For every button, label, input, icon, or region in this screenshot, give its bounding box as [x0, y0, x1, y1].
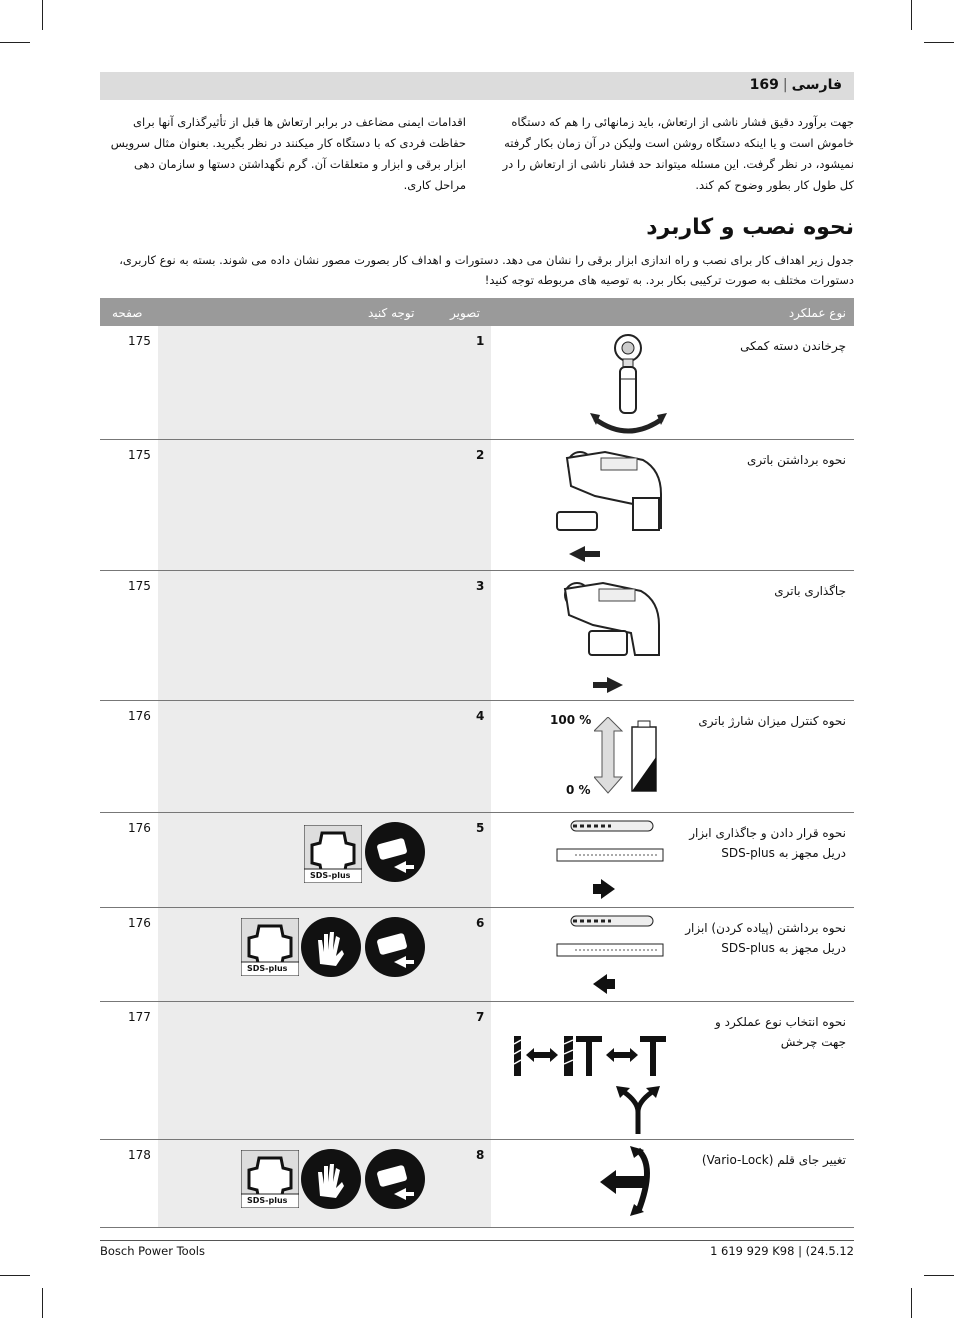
col-header-note: توجه کنید [368, 306, 415, 320]
charge-full-label: 100 % [550, 713, 592, 727]
row-page: 176 [128, 709, 151, 723]
crop-mark [42, 0, 43, 30]
crop-mark [924, 42, 954, 43]
row-step: 5 [476, 821, 485, 835]
table-row [100, 571, 854, 701]
row-page: 175 [128, 448, 151, 462]
row-activity: نحوه برداشتن (پیاده کردن) ابزار [685, 921, 846, 935]
intro-left-column: اقدامات ایمنی مضاعف در برابر ارتعاش ها قبل از تأثیرگذاری آنها برای حفاظت فردی که با دستگاه کار میکنند در نظر بگیرید. بعنوان مثال سرویس ابزار برقی و ابزار و متعلقات آن. گرم نگهداشتن دستها و سازمان دهی مراحل کاری. [110, 115, 466, 192]
crop-mark [924, 1275, 954, 1276]
charge-level-indicator-icon [594, 717, 658, 797]
footer-publisher: Bosch Power Tools [100, 1244, 205, 1258]
tool-change-battery-removed-icon [364, 1148, 426, 1210]
row-activity: چرخاندن دسته کمکی [740, 339, 846, 353]
sds-plus-label: SDS-plus [247, 1196, 288, 1205]
row-activity: نحوه کنترل میزان شارژ باتری [698, 714, 846, 728]
section-title: نحوه نصب و کاربرد [646, 215, 854, 240]
row-activity: تغییر جای قلم (Vario-Lock) [701, 1153, 846, 1167]
row-step: 8 [476, 1148, 485, 1162]
row-page: 176 [128, 916, 151, 930]
drill-bit-insert-illustration [555, 819, 665, 905]
intro-right-column: جهت برآورد دقیق فشار ناشی از ارتعاش، باید زمانهائی را هم که دستگاه خاموش است و یا اینکه دستگاه روشن است ولیکن در آن زمان بکار گرفته نمیشود، در نظر گرفت. این مسئله میتواند حد فشار ناشی از ارتعاش را در کل طول کار بطور وضوح کم کند. [502, 115, 854, 192]
crop-mark [0, 42, 30, 43]
crop-mark [911, 1288, 912, 1318]
actions-table [100, 298, 854, 1228]
footer-divider [100, 1240, 854, 1241]
row-step: 1 [476, 334, 485, 348]
battery-remove-illustration [555, 444, 670, 566]
charge-empty-label: 0 % [566, 783, 591, 797]
row-page: 177 [128, 1010, 151, 1024]
row-page: 175 [128, 334, 151, 348]
row-step: 2 [476, 448, 485, 462]
battery-insert-illustration [555, 575, 670, 697]
sds-plus-label: SDS-plus [310, 871, 351, 880]
vario-lock-rotate-illustration [598, 1146, 668, 1216]
row-step: 7 [476, 1010, 485, 1024]
row-activity-line2: دریل مجهز به SDS-plus [721, 846, 846, 860]
section-body: جدول زیر اهداف کار برای نصب و راه اندازی ابزار برقی را نشان می دهد. دستورات و اهداف کار بصورت مصور نشان داده می شوند. بسته به نوع کاربری، دستورات مختلف به صورت ترکیبی بکار برد. به توصیه های مربوطه توجه کنید! [119, 253, 854, 287]
page-header [100, 72, 854, 100]
table-row [100, 1140, 854, 1228]
table-row [100, 813, 854, 908]
row-page: 176 [128, 821, 151, 835]
crop-mark [42, 1288, 43, 1318]
table-row [100, 701, 854, 813]
header-language: فارسی [791, 77, 842, 93]
crop-mark [911, 0, 912, 30]
header-page-number: 169 [749, 77, 779, 93]
protective-gloves-icon [300, 916, 362, 978]
row-activity: نحوه قرار دادن و جاگذاری ابزار [689, 826, 846, 840]
row-activity: نحوه برداشتن باتری [747, 453, 846, 467]
table-row [100, 440, 854, 571]
row-activity: جاگذاری باتری [774, 584, 846, 598]
row-page: 178 [128, 1148, 151, 1162]
row-step: 3 [476, 579, 485, 593]
protective-gloves-icon [300, 1148, 362, 1210]
table-row [100, 326, 854, 440]
col-header-page: صفحه [112, 306, 143, 320]
row-step: 6 [476, 916, 485, 930]
drill-bit-remove-illustration [555, 914, 665, 1000]
row-step: 4 [476, 709, 485, 723]
col-header-activity: نوع عملکرد [788, 306, 846, 320]
row-activity: نحوه انتخاب نوع عملکرد و [715, 1015, 846, 1029]
footer-document-number: 1 619 929 K98 | (24.5.12 [710, 1244, 854, 1258]
crop-mark [0, 1275, 30, 1276]
table-header [100, 298, 854, 326]
col-header-figure: تصویر [450, 306, 480, 320]
table-row [100, 1002, 854, 1140]
auxiliary-handle-rotate-illustration [590, 331, 670, 436]
row-page: 175 [128, 579, 151, 593]
tool-change-battery-removed-icon [364, 821, 426, 883]
tool-change-battery-removed-icon [364, 916, 426, 978]
mode-selector-and-rotation-direction-illustration [512, 1030, 668, 1136]
row-activity-line2: جهت چرخش [780, 1035, 846, 1049]
page-header-title: فارسی|169 [749, 77, 842, 93]
sds-plus-label: SDS-plus [247, 964, 288, 973]
table-row [100, 908, 854, 1002]
row-activity-line2: دریل مجهز به SDS-plus [721, 941, 846, 955]
